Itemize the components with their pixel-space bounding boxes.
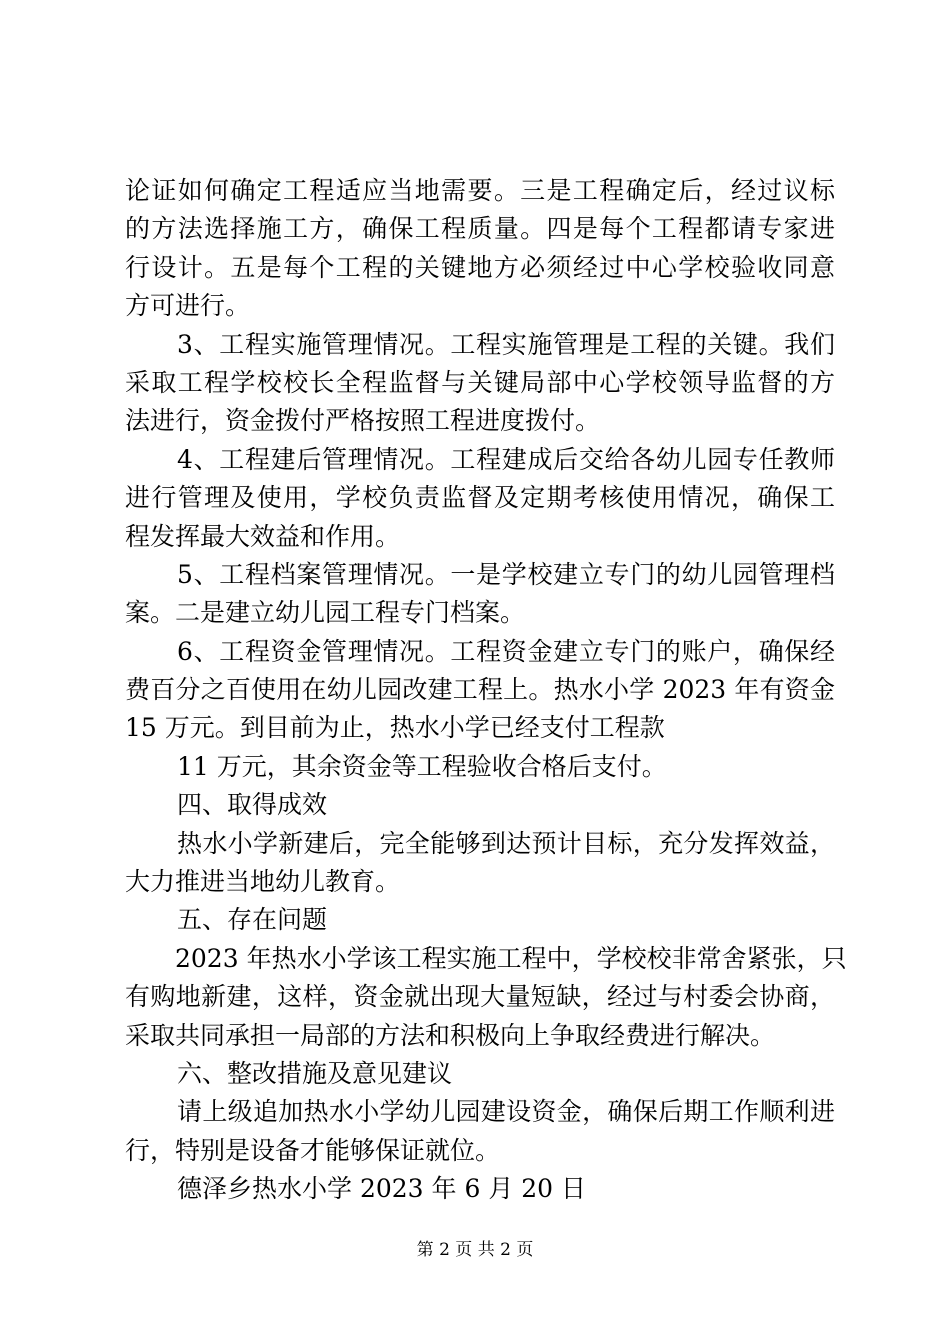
body-text-line: 行，特别是设备才能够保证就位。 [125, 1135, 501, 1165]
body-text-line: 3、工程实施管理情况。工程实施管理是工程的关键。我们 [177, 329, 835, 359]
body-text-line: 程发挥最大效益和作用。 [125, 521, 401, 551]
body-text-line: 的方法选择施工方，确保工程质量。四是每个工程都请专家进 [125, 214, 835, 244]
body-text-line: 6、工程资金管理情况。工程资金建立专门的账户，确保经 [177, 636, 835, 666]
body-text-line: 热水小学新建后，完全能够到达预计目标，充分发挥效益， [177, 828, 835, 858]
body-text-line: 六、整改措施及意见建议 [177, 1058, 453, 1088]
body-text-line: 德泽乡热水小学 2023 年 6 月 20 日 [177, 1174, 587, 1204]
body-text-line: 5、工程档案管理情况。一是学校建立专门的幼儿园管理档 [177, 559, 835, 589]
body-text-line: 大力推进当地幼儿教育。 [125, 867, 401, 897]
body-text-line: 法进行，资金拨付严格按照工程进度拨付。 [125, 406, 601, 436]
body-text-line: 有购地新建，这样，资金就出现大量短缺，经过与村委会协商， [125, 982, 835, 1012]
body-text-line: 进行管理及使用，学校负责监督及定期考核使用情况，确保工 [125, 483, 835, 513]
body-text-line: 论证如何确定工程适应当地需要。三是工程确定后，经过议标 [125, 176, 835, 205]
body-text-line: 2023 年热水小学该工程实施工程中，学校校非常舍紧张，只 [175, 943, 847, 973]
body-text-line: 4、工程建后管理情况。工程建成后交给各幼儿园专任教师 [177, 444, 835, 474]
body-text-line: 11 万元，其余资金等工程验收合格后支付。 [177, 751, 667, 781]
body-text-line: 采取共同承担一局部的方法和积极向上争取经费进行解决。 [125, 1020, 776, 1050]
body-text-line: 五、存在问题 [177, 905, 328, 935]
body-text-line: 请上级追加热水小学幼儿园建设资金，确保后期工作顺利进 [177, 1097, 835, 1127]
body-text-line: 四、取得成效 [177, 790, 328, 820]
body-text-line: 案。二是建立幼儿园工程专门档案。 [125, 598, 526, 628]
body-text-line: 采取工程学校校长全程监督与关键局部中心学校领导监督的方 [125, 367, 835, 397]
body-text-line: 方可进行。 [125, 291, 251, 321]
body-text-line: 费百分之百使用在幼儿园改建工程上。热水小学 2023 年有资金 [125, 675, 835, 705]
body-text-line: 行设计。五是每个工程的关键地方必须经过中心学校验收同意 [125, 252, 835, 282]
document-body [125, 172, 847, 1209]
page-footer: 第 2 页 共 2 页 [416, 1240, 534, 1260]
body-text-line: 15 万元。到目前为止，热水小学已经支付工程款 [125, 713, 665, 743]
